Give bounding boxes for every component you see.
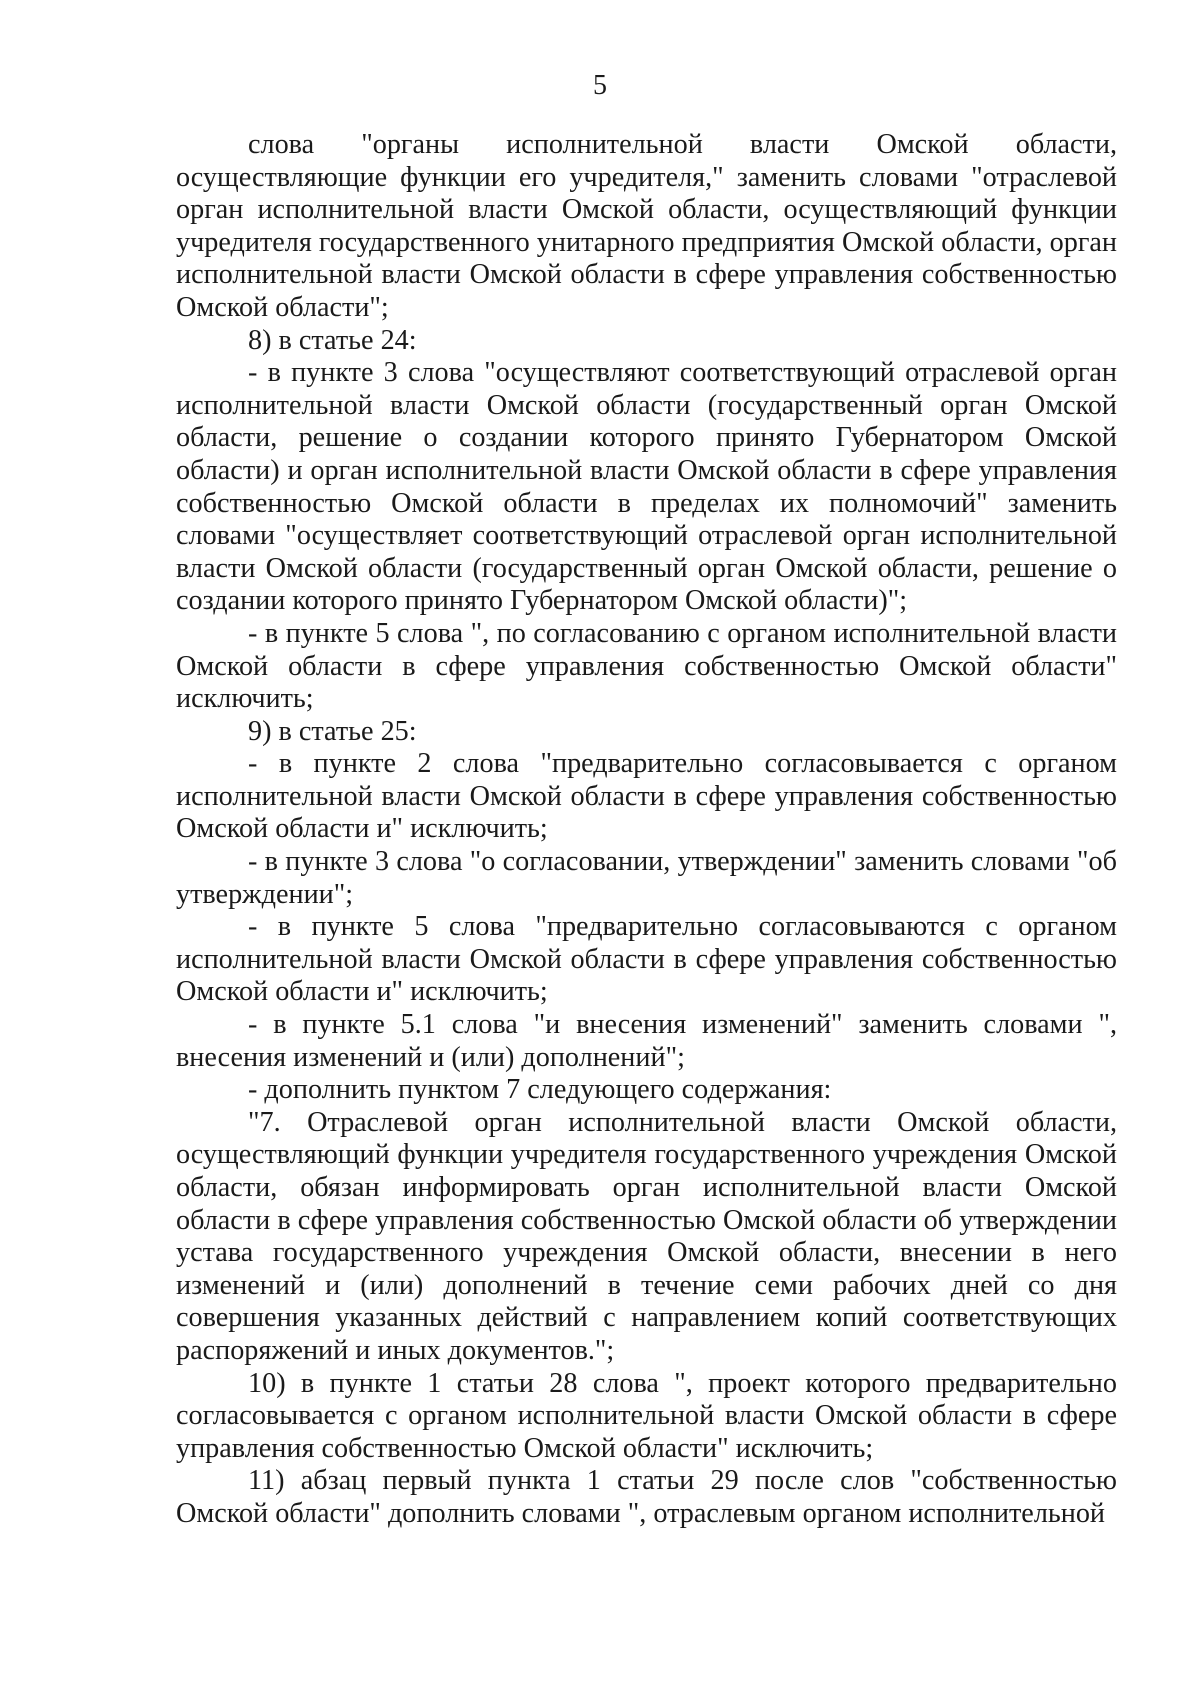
paragraph: 8) в статье 24: — [248, 324, 417, 356]
paragraph: - в пункте 3 слова "о согласовании, утверждении" заменить словами "об утверждении"; — [176, 846, 1117, 910]
paragraph: - в пункте 2 слова "предварительно согласовывается с органом исполнительной власти Омской области в сфере управления собственностью Омской области и" исключить; — [176, 748, 1117, 845]
paragraph: - в пункте 5.1 слова "и внесения изменений" заменить словами ", внесения изменений и (или) дополнений"; — [176, 1009, 1117, 1073]
document-body — [176, 129, 1117, 1531]
paragraph: 9) в статье 25: — [248, 715, 417, 747]
paragraph: - в пункте 3 слова "осуществляют соответствующий отраслевой орган исполнительной власти Омской области (государственный орган Омской области, решение о создании которого принято Губернатором Омской области) и орган исполнительной власти Омской области в сфере управления собственностью Омской области в пределах их полномочий" заменить словами "осуществляет соответствующий отраслевой орган исполнительной власти Омской области (государственный орган Омской области, решение о создании которого принято Губернатором Омской области)"; — [176, 357, 1117, 617]
paragraph: "7. Отраслевой орган исполнительной власти Омской области, осуществляющий функции учредителя государственного учреждения Омской области, обязан информировать орган исполнительной власти Омской области в сфере управления собственностью Омской области об утверждении устава государственного учреждения Омской области, внесении в него изменений и (или) дополнений в течение семи рабочих дней со дня совершения указанных действий с направлением копий соответствующих распоряжений и иных документов."; — [176, 1106, 1117, 1366]
page-number: 5 — [593, 70, 607, 101]
paragraph: слова "органы исполнительной власти Омской области, осуществляющие функции его учредителя," заменить словами "отраслевой орган исполнительной власти Омской области, осуществляющий функции учредителя государственного унитарного предприятия Омской области, орган исполнительной власти Омской области в сфере управления собственностью Омской области"; — [176, 129, 1117, 323]
paragraph: - в пункте 5 слова ", по согласованию с органом исполнительной власти Омской области в сфере управления собственностью Омской области" исключить; — [176, 617, 1117, 715]
paragraph: - дополнить пунктом 7 следующего содержания: — [248, 1074, 832, 1106]
paragraph: 11) абзац первый пункта 1 статьи 29 после слов "собственностью Омской области" дополнить словами ", отраслевым органом исполнительной — [176, 1465, 1117, 1529]
paragraph: 10) в пункте 1 статьи 28 слова ", проект которого предварительно согласовывается с органом исполнительной власти Омской области в сфере управления собственностью Омской области" исключить; — [176, 1367, 1117, 1464]
paragraph: - в пункте 5 слова "предварительно согласовываются с органом исполнительной власти Омской области в сфере управления собственностью Омской области и" исключить; — [176, 911, 1117, 1008]
